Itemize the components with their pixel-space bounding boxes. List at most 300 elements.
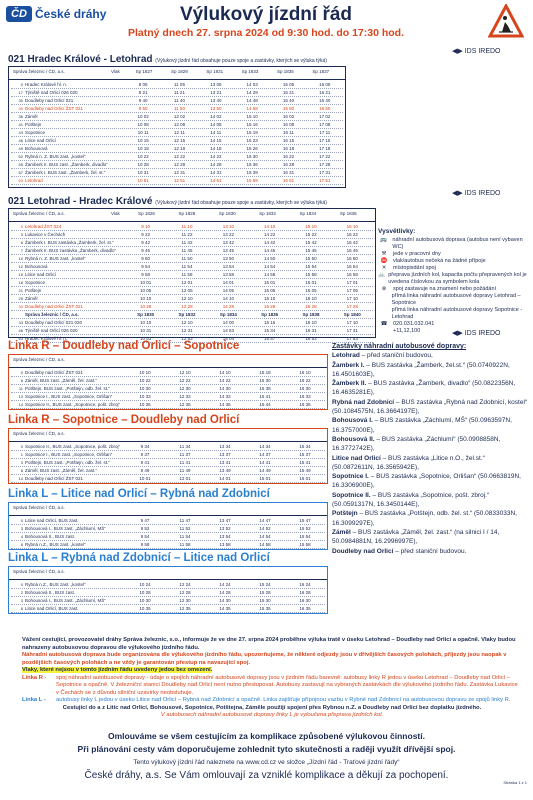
legend-symbol: ⊗: [381, 286, 387, 292]
bus-line-row: [11, 597, 325, 605]
km-cell: 0: [20, 444, 23, 449]
time-cell: 12 11: [174, 130, 185, 135]
time-cell: 12 10: [181, 296, 193, 301]
time-cell: 15 59: [246, 178, 258, 183]
time-cell: 10 24: [139, 582, 151, 587]
time-cell: 13 05: [210, 82, 222, 87]
time-cell: 12 24: [179, 582, 191, 587]
legend-item: [378, 251, 528, 258]
time-cell: 12 28: [181, 304, 193, 309]
hk-letohrad-row: [11, 161, 343, 169]
time-cell: 11 45: [181, 248, 193, 253]
header-operator: Správa železnic / ČD, a.s.: [13, 431, 65, 436]
time-cell: 14 18: [210, 146, 222, 151]
time-cell: 11 50: [181, 256, 193, 261]
time-cell: 9 52: [140, 526, 150, 531]
stop-name: Bohousová II.: [332, 435, 375, 443]
header-train-number: Sp 1840: [343, 312, 361, 317]
time-cell: 16 51: [282, 178, 295, 183]
legend-item: [378, 265, 528, 272]
km-cell: 18: [18, 280, 23, 285]
station-cell: Sopotnice: [25, 280, 46, 285]
time-cell: 13 50: [210, 106, 222, 111]
legend-item: [378, 272, 528, 286]
time-cell: 14 22: [219, 378, 231, 383]
km-cell: 2: [20, 590, 23, 595]
stop-item: [332, 528, 528, 547]
time-cell: 17 15: [319, 138, 331, 143]
time-cell: 13 49: [219, 468, 231, 473]
time-cell: 16 53: [305, 336, 317, 341]
header-train-label: Vlak: [111, 69, 120, 74]
time-cell: 14 30: [219, 386, 231, 391]
time-cell: 12 30: [179, 386, 191, 391]
time-cell: 10 33: [139, 394, 151, 399]
station-cell: Litice nad Orlicí, BUS zast.: [25, 606, 79, 611]
time-cell: 14 49: [259, 468, 271, 473]
station-cell: Žamberk II. BUS zast. „Žamberk, divadlo“: [25, 162, 108, 167]
station-cell: Doudleby nad Orlicí ŽST 021: [25, 476, 83, 481]
time-cell: 16 22: [282, 154, 295, 159]
time-cell: 13 37: [219, 452, 231, 457]
km-cell: 6: [20, 606, 23, 611]
stop-detail: – před staniční budovou.: [393, 547, 467, 555]
time-cell: 16 18: [282, 146, 295, 151]
time-cell: 13 41: [219, 460, 231, 465]
km-cell: 33: [18, 320, 23, 325]
header-train-number: Sp 1832: [178, 312, 196, 317]
header-train-number: Sp 1838: [302, 312, 320, 317]
header-train-label: Vlak: [111, 211, 120, 216]
time-cell: 15 45: [305, 248, 317, 253]
stop-detail: – BUS zastávka „Záchlumí“ (50.0908858N, 16.3772742E),: [332, 435, 501, 453]
ids-label-2: ◀▶ IDS IREDO: [452, 190, 501, 197]
time-cell: 13 58: [222, 272, 234, 277]
table-rows: [11, 223, 373, 341]
time-cell: 15 18: [259, 370, 271, 375]
stop-detail: – BUS zastávka „Rybná nad Zdobnicí, kostel“ (50.1084575N, 16.3664197E),: [332, 398, 528, 416]
time-cell: 14 45: [264, 248, 276, 253]
brand-name: České dráhy: [35, 7, 107, 21]
time-cell: 11 47: [179, 518, 191, 523]
header-train-number: Sp 1835: [277, 69, 294, 74]
time-cell: 11 41: [179, 460, 191, 465]
time-cell: 15 30: [246, 154, 258, 159]
stop-name: Litice nad Orlicí: [332, 454, 381, 462]
bus-line-table-l1: [8, 502, 328, 550]
time-cell: 12 30: [179, 598, 191, 603]
bus-line-row: [11, 541, 325, 549]
time-cell: 16 05: [305, 288, 317, 293]
legend-text: přímá linka náhradní autobusové dopravy Sopotnice - Letohrad: [391, 307, 523, 320]
time-cell: 15 44: [259, 402, 271, 407]
hk-letohrad-row: [11, 121, 343, 129]
time-cell: 15 30: [259, 378, 271, 383]
time-cell: 14 10: [264, 224, 276, 229]
bus-line-row: [11, 385, 325, 393]
time-cell: 9 58: [140, 542, 150, 547]
time-cell: 11 58: [181, 272, 193, 277]
legend-item: [378, 286, 528, 293]
time-cell: 16 01: [305, 280, 317, 285]
time-cell: 16 58: [346, 272, 358, 277]
letohrad-hk-row: [11, 223, 373, 231]
notice-p4: Cestující do a z Litic nad Orlicí, Bohousové, Sopotnice, Potštejna, Záměle použijí spojení přes Rybnou n.Z. a Doudleby nad Orlicí bez doplatku jízdného.: [62, 704, 482, 711]
time-cell: 17 53: [346, 336, 358, 341]
time-cell: 14 29: [246, 90, 258, 95]
time-cell: 12 10: [181, 320, 193, 325]
time-cell: 14 01: [219, 476, 231, 481]
time-cell: 17 28: [346, 304, 358, 309]
stop-item: [332, 472, 528, 491]
km-cell: 3: [20, 232, 23, 237]
letohrad-hk-row: [11, 239, 373, 247]
legend-symbol: 🚌: [380, 237, 388, 243]
time-cell: 14 36: [219, 402, 231, 407]
time-cell: 14 52: [259, 526, 271, 531]
letohrad-hk-b-row: [11, 327, 373, 335]
time-cell: 16 10: [305, 296, 317, 301]
km-cell: 30: [18, 106, 23, 111]
stop-name: Letohrad: [332, 352, 360, 360]
km-cell: 52: [18, 154, 23, 159]
time-cell: 10 28: [139, 590, 151, 595]
time-cell: 12 22: [173, 154, 186, 159]
legend-symbol: [378, 307, 389, 321]
time-cell: 8 05: [138, 82, 148, 87]
time-cell: 13 50: [222, 256, 234, 261]
station-cell: Bohousová II., BUS zast.: [25, 534, 76, 539]
time-cell: 12 51: [173, 178, 186, 183]
time-cell: 14 11: [210, 130, 222, 135]
km-cell: 1: [20, 452, 23, 457]
time-cell: 11 40: [174, 98, 185, 103]
station-cell: Žamberk I. BUS zast. „Žamberk, žel. st.“: [25, 170, 106, 175]
stop-item: [332, 361, 528, 380]
time-cell: 11 49: [179, 468, 191, 473]
time-cell: 14 08: [210, 122, 222, 127]
station-cell: Bohousová I., BUS zast. „Záchlumí, MŠ“: [25, 598, 106, 603]
bus-line-row: [11, 377, 325, 385]
time-cell: 14 24: [219, 582, 231, 587]
time-cell: 17 22: [319, 154, 331, 159]
station-cell: Litice nad Orlicí, BUS zast.: [25, 518, 79, 523]
time-cell: 12 22: [179, 378, 191, 383]
stop-detail: – BUS zastávka „Žamberk, žel.st.“ (50.0740922N, 16.4501603E),: [332, 361, 510, 378]
time-cell: 13 54: [222, 264, 234, 269]
legend-text: přeprava jízdních kol, kapacita počtu přepravených kol je uvedena číslovkou za symbolem kola: [388, 272, 527, 285]
km-cell: 14: [18, 476, 23, 481]
time-cell: 15 34: [264, 328, 276, 333]
time-cell: 14 54: [264, 264, 276, 269]
time-cell: 10 31: [137, 170, 149, 175]
time-cell: 15 37: [299, 452, 311, 457]
time-cell: 12 36: [179, 402, 191, 407]
bus-line-table-l2: [8, 566, 328, 614]
validity-subtitle: Platný dnech 27. srpna 2024 od 9:30 hod. do 17:30 hod.: [128, 27, 404, 39]
station-cell: Bohousová II., BUS zast.: [25, 590, 76, 595]
time-cell: 14 47: [259, 518, 271, 523]
legend-item: [378, 258, 528, 265]
station-cell: Sopotnice I., BUS zast. „Sopotnice, Orlišan“: [25, 394, 113, 399]
time-cell: 16 28: [305, 304, 317, 309]
time-cell: 15 50: [305, 256, 317, 261]
time-cell: 9 58: [141, 272, 151, 277]
header-train-number: Sp 1836: [339, 211, 357, 216]
time-cell: 16 40: [319, 98, 331, 103]
time-cell: 16 45: [346, 248, 358, 253]
notice-p3: Vlaky, které nejsou v tomto jízdním řádu uvedeny jedou bez omezení.: [22, 667, 213, 673]
time-cell: 13 54: [219, 534, 231, 539]
time-cell: 15 39: [246, 170, 258, 175]
time-cell: 12 31: [173, 170, 186, 175]
km-cell: 15: [18, 272, 23, 277]
header-train-number: Sp 1834: [219, 312, 237, 317]
hk-letohrad-row: [11, 145, 343, 153]
time-cell: 16 02: [282, 114, 295, 119]
stop-name: Žamberk II.: [332, 380, 367, 388]
km-cell: 14: [18, 402, 23, 407]
page-header: [6, 4, 526, 48]
time-cell: 14 02: [210, 114, 222, 119]
legend-text: jede v pracovní dny: [393, 251, 441, 257]
time-cell: 10 53: [140, 336, 152, 341]
time-cell: 14 01: [222, 280, 234, 285]
station-cell: Rybná n.Z., BUS zast. „kostel“: [25, 582, 86, 587]
time-cell: 16 31: [282, 170, 295, 175]
time-cell: 9 50: [138, 106, 148, 111]
legend-text: 020.031.032.041: [393, 321, 435, 327]
station-cell: Záměl: [25, 114, 38, 119]
time-cell: 10 31: [140, 328, 152, 333]
time-cell: 13 45: [222, 248, 234, 253]
time-cell: 16 35: [299, 606, 311, 611]
stop-detail: – BUS zastávka „Litice n.O., žel.st.“ (50.0872611N, 16.3565942E),: [332, 454, 485, 471]
table-header: [9, 209, 375, 222]
bus-line-row: [11, 605, 325, 613]
station-cell: Žamberk I. BUS zastávka „Žamberk, žel. st.“: [25, 240, 114, 245]
time-cell: 16 15: [282, 138, 295, 143]
notice-p2: Náhradní autobusová doprava bude organizována dle výlukového jízdního řádu, upozorňujeme, že některé odjezdy jsou v dřívějších časových polohách, příjezdy jsou naopak v pozdějších časových polohách a ne vždy je garantován přestup na navazující spoj.: [22, 652, 507, 666]
station-cell: Letohrad: [25, 178, 43, 183]
legend-symbol: ⛔: [380, 258, 388, 264]
time-cell: 16 28: [282, 162, 295, 167]
header-train-number: Sp 1836: [261, 312, 279, 317]
time-cell: 14 58: [259, 542, 271, 547]
time-cell: 16 30: [299, 386, 311, 391]
bus-table-rows: [11, 443, 325, 481]
station-cell: Litice nad Orlicí: [25, 272, 57, 277]
hk-letohrad-row: [11, 153, 343, 161]
bus-line-title-l2: Linka L – Rybná nad Zdobnicí – Litice nad Orlicí: [8, 552, 270, 564]
legend-text: místopisdání spoj: [393, 265, 436, 271]
station-cell: Doudleby nad Orlicí ŽST 021: [25, 304, 83, 309]
station-cell: Bohousová: [25, 146, 48, 151]
stop-detail: – BUS zastávka „Záměl, žel. zast.“ (na silnici I / 14, 50.0984881N, 16.2996997E),: [332, 528, 500, 546]
time-cell: 12 05: [181, 288, 193, 293]
time-cell: 12 28: [173, 162, 186, 167]
time-cell: 15 47: [299, 518, 311, 523]
time-cell: 14 28: [222, 304, 234, 309]
header-train-number: Sp 1829: [171, 69, 188, 74]
station-cell: Potštejn, BUS zast. „Potštejn, odb. žel. st.“: [25, 460, 110, 465]
time-cell: 11 37: [179, 452, 191, 457]
stop-name: Žamberk I.: [332, 361, 365, 369]
header-operator: Správa železnic / ČD, a.s.: [13, 357, 65, 362]
time-cell: 9 10: [141, 224, 151, 229]
time-cell: 16 22: [346, 232, 358, 237]
time-cell: 15 28: [264, 304, 276, 309]
time-cell: 15 24: [259, 582, 271, 587]
linka-l-text: autobusy linky L jedou v úseku Litice nad Orlicí – Rybná nad Zdobnicí a opačně. Linka zajišťuje přípojnou vazbu v Rybné nad Zdobnicí na autobusovou dopravu ze spojů linky R.: [56, 697, 511, 703]
bus-table-header: [9, 503, 327, 516]
time-cell: 14 00: [222, 320, 234, 325]
time-cell: 10 51: [137, 178, 149, 183]
cd-logo-icon: ČD: [6, 6, 32, 22]
station-cell: Litice nad Orlicí: [25, 138, 57, 143]
stop-detail: – BUS zastávka „Sopotnice, pošt. zbroj.“ (50.0591317N, 16.3450144E),: [332, 491, 490, 509]
stop-name: Sopotnice I.: [332, 473, 369, 481]
time-cell: 14 37: [259, 452, 271, 457]
legend: [378, 228, 528, 335]
time-cell: 12 15: [173, 138, 186, 143]
time-cell: 15 19: [246, 130, 258, 135]
bus-line-row: [11, 443, 325, 451]
legend-item: [378, 321, 528, 328]
header-train-number: Sp 1834: [299, 211, 317, 216]
time-cell: 9 34: [140, 444, 150, 449]
time-cell: 9 40: [138, 98, 148, 103]
stop-item: [332, 398, 528, 417]
time-cell: 10 18: [137, 146, 149, 151]
km-cell: 30: [18, 98, 23, 103]
km-cell: 0: [20, 370, 23, 375]
bus-line-title-r2: Linka R – Sopotnice – Doudleby nad Orlicí: [8, 414, 240, 426]
time-cell: 11 58: [179, 542, 191, 547]
bus-line-table-r1: [8, 354, 328, 410]
km-cell: 0: [20, 518, 23, 523]
table-rows: [11, 81, 343, 185]
time-cell: 9 22: [141, 232, 151, 237]
letohrad-hk-row: [11, 231, 373, 239]
time-cell: 14 42: [264, 240, 276, 245]
station-cell: Rybná n. Z. BUS zast. „kostel“: [25, 256, 86, 261]
section-title-letohrad-hk: 021 Letohrad - Hradec Králové (Výlukový jízdní řád obsahuje pouze spoje a zastávky, kterých se výluka týká): [8, 196, 327, 207]
time-cell: 17 08: [319, 122, 331, 127]
station-cell: Hradec Králové hl. n.: [25, 82, 68, 87]
stop-item: [332, 351, 528, 360]
linka-r-label: Linka R -: [22, 674, 47, 681]
station-cell: Záměl: [25, 296, 38, 301]
letohrad-hk-row: [11, 303, 373, 311]
time-cell: 8 21: [138, 90, 148, 95]
letohrad-hk-row: [11, 295, 373, 303]
station-cell: Doudleby nad Orlicí 021: [25, 98, 74, 103]
km-cell: 63: [18, 178, 23, 183]
legend-text: přímá linka náhradní autobusové dopravy Letohrad – Sopotnice: [391, 293, 521, 306]
time-cell: 15 30: [259, 598, 271, 603]
bus-line-row: [11, 393, 325, 401]
stop-name: Bohousová I.: [332, 417, 373, 425]
footer-website: Tento výlukový jízdní řád naleznete na www.cd.cz ve složce „Jízdní řád - Traťové jízdní řády“: [133, 759, 400, 766]
time-cell: 11 22: [181, 232, 193, 237]
header-train-number: Sp 1830: [137, 312, 155, 317]
bus-line-title-r1: Linka R – Doudleby nad Orlicí – Sopotnice: [8, 340, 240, 352]
time-cell: 15 26: [246, 146, 258, 151]
hk-letohrad-row: [11, 129, 343, 137]
bus-table-rows: [11, 581, 325, 611]
time-cell: 14 22: [210, 154, 222, 159]
time-cell: 11 34: [179, 444, 191, 449]
legend-title: Vysvětlivky:: [378, 228, 416, 235]
header-train-number: Sp 1827: [135, 69, 153, 74]
time-cell: 16 11: [283, 130, 294, 135]
time-cell: 9 54: [141, 264, 151, 269]
time-cell: 17 31: [346, 328, 358, 333]
station-cell: Lukavice v Čechách: [25, 232, 66, 237]
time-cell: 17 10: [346, 296, 358, 301]
time-cell: 15 10: [264, 296, 276, 301]
header-train-number: Sp 1831: [206, 69, 224, 74]
time-cell: 15 01: [264, 280, 276, 285]
time-cell: 16 05: [319, 82, 331, 87]
station-cell: Záměl, BUS zast. „Záměl, žel. zast.“: [25, 378, 98, 383]
letohrad-hk-row: [11, 287, 373, 295]
time-cell: 15 50: [282, 106, 295, 111]
timetable-hk-letohrad: [8, 66, 346, 188]
time-cell: 9 37: [140, 452, 150, 457]
time-cell: 15 54: [305, 264, 317, 269]
time-cell: 10 10: [140, 296, 152, 301]
time-cell: 13 34: [219, 444, 231, 449]
time-cell: 9 47: [140, 518, 150, 523]
time-cell: 16 22: [299, 378, 311, 383]
time-cell: 15 10: [246, 114, 258, 119]
letohrad-hk-row: [11, 247, 373, 255]
timetable-letohrad-hk: [8, 208, 376, 341]
time-cell: 10 10: [139, 370, 151, 375]
km-cell: 17: [18, 90, 23, 95]
hk-letohrad-row: [11, 105, 343, 113]
time-cell: 17 18: [319, 146, 331, 151]
km-cell: 8: [20, 468, 23, 473]
legend-symbol: ⚒: [381, 251, 387, 257]
linka-r-text: spoj náhradní autobusové dopravy - údaje o spojích náhradní autobusové dopravy jsou v jízdním řádu barevně: autobusy linky R jedou v úseku Letohrad – Doudleby nad Orlicí – Sopotnice a opačně. V železniční stanici Doudleby nad Orlicí není nutno přestupovat. Autobusy zastavují na vybraných zastávkách dle výlukového jízdního řádu. Zastávka Lukavice v Čechách se z důvodu silniční uzavírky neobsluhuje.: [56, 674, 518, 696]
km-cell: 25: [18, 296, 23, 301]
header-train-number: Sp 1832: [259, 211, 276, 216]
header-train-number: Sp 1830: [218, 211, 236, 216]
time-cell: 10 30: [139, 386, 151, 391]
time-cell: 15 21: [282, 90, 295, 95]
station-cell: Sopotnice II., BUS zast. „Sopotnice, pošt. zbroj“: [25, 402, 121, 407]
time-cell: 11 21: [174, 90, 185, 95]
time-cell: 17 05: [346, 288, 358, 293]
time-cell: 9 41: [140, 460, 150, 465]
time-cell: 10 15: [137, 138, 149, 143]
station-cell: Hradec Králové hl. n.: [25, 336, 68, 341]
page-title: Výlukový jízdní řád: [179, 4, 353, 25]
bus-table-header: [9, 567, 327, 580]
time-cell: 10 22: [139, 378, 151, 383]
time-cell: 13 21: [210, 90, 222, 95]
ids-label-3: ◀▶ IDS IREDO: [452, 330, 501, 337]
time-cell: 17 28: [319, 162, 331, 167]
time-cell: 15 16: [264, 320, 276, 325]
time-cell: 16 54: [346, 264, 358, 269]
table-header: [9, 67, 345, 80]
time-cell: 9 45: [141, 248, 151, 253]
notice: [22, 637, 522, 720]
